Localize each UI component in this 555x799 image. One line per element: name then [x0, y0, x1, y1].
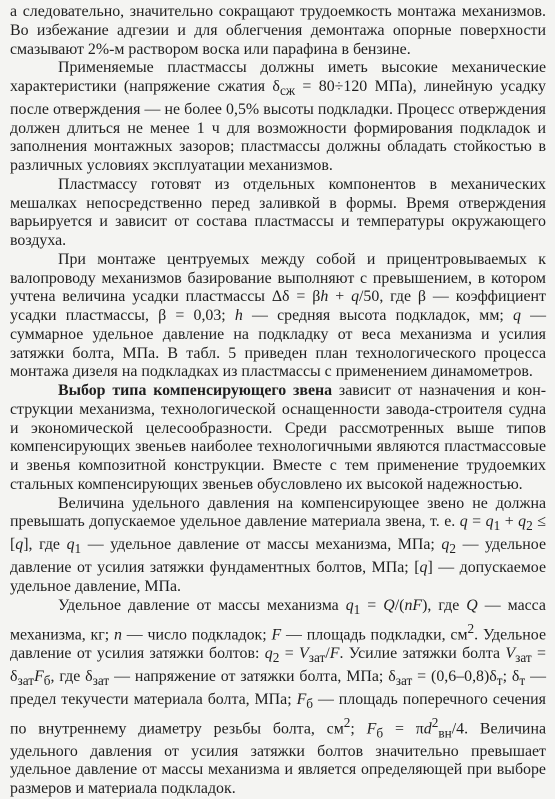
text-body	[10, 3, 546, 799]
para-shrinkage-formula: При монтаже центруемых между собой и прицентровываемых к валопроводу механизмов базирование выполняют с превышением, в котором учтена величина усадки пластмассы Δδ = βh + q/50, где β — коэффициент усадки пластмассы, β = 0,03; h — средняя высота подкладок, мм; q — суммарное удельное давление на подкладку от веса механизма и усилия затяжки болта, МПа. В табл. 5 приведен план технологического процесса монтажа дизеля на подкладках из пластмассы с применением динамометров.	[10, 250, 546, 381]
para-continuation-adhesion: а следовательно, значительно сокращают трудоемкость монтажа механизмов. Во избежание адгезии и для облегчения демонтажа опорные поверхности смазывают 2%-м раствором воска или парафина в бензине.	[10, 3, 546, 58]
para-compensating-link: Выбор типа компенсирующего звена зависит от назначения и конструкции механизма, технологической оснащенности завода-строителя судна и экономической целесообразности. Среди рассмотренных выше типов компенсирующих звеньев наиболее технологичными являются пластмассовые и звенья композитной конструкции. Вместе с тем применение трудоемких стальных компенсирующих звеньев обусловлено их высокой надежностью.	[10, 382, 546, 493]
para-pressure-formulas: Удельное давление от массы механизма $q_1 = Q/(nF)$, где Q — масса механизма, кг; n — число подкладок; F — площадь подкладки, $см^2$. Удельное давление от усилия затяжки болтов: $q_2 = V_{зат}/F$. Усилие затяжки болта $V_{зат} = \delta_{зат}F_б$, где $\delta_{зат}$ — напряжение от затяжки болта, МПа; $\delta_{зат} = (0,6-0,8)\delta_т$; $\delta_т$ — предел текучести материала болта, МПа; $F_б$ — площадь поперечного сечения по внутреннему диаметру резьбы болта, $см^2$; $F_б = \pi d^2_{вн}/4$. Величина удельного давления от усилия затяжки болтов значительно превышает удельное давление от массы механизма и является определяющей при выборе размеров и материала подкладок.	[10, 596, 546, 798]
para-plastics-requirements: Применяемые пластмассы должны иметь высокие механические характеристики (напряжение сжатия $\delta_{сж} = 80\div 120$ МПа), линейную усадку после отверждения — не более 0,5% высоты подкладки. Процесс отверждения должен длиться не менее 1 ч для возможности формирования подкладок и заполнения монтажных зазоров; пластмассы должны обладать стойкостью в различных условиях эксплуатации механизмов.	[10, 59, 546, 175]
para-plastic-preparation: Пластмассу готовят из отдельных компонентов в механических мешалках непосредственно перед заливкой в формы. Время отверждения варьируется и зависит от состава пластмассы и температуры окружающего воздуха.	[10, 175, 546, 250]
para-specific-pressure: Величина удельного давления на компенсирующее звено не должна превышать допускаемое удельное давление материала звена, т. е. $q = q_1 + q_2 \le [q]$, где $q_1$ — удельное давление от массы механизма, МПа; $q_2$ — удельное давление от усилия затяжки фундаментных болтов, МПа; [q] — допускаемое удельное давление, МПа.	[10, 494, 547, 596]
